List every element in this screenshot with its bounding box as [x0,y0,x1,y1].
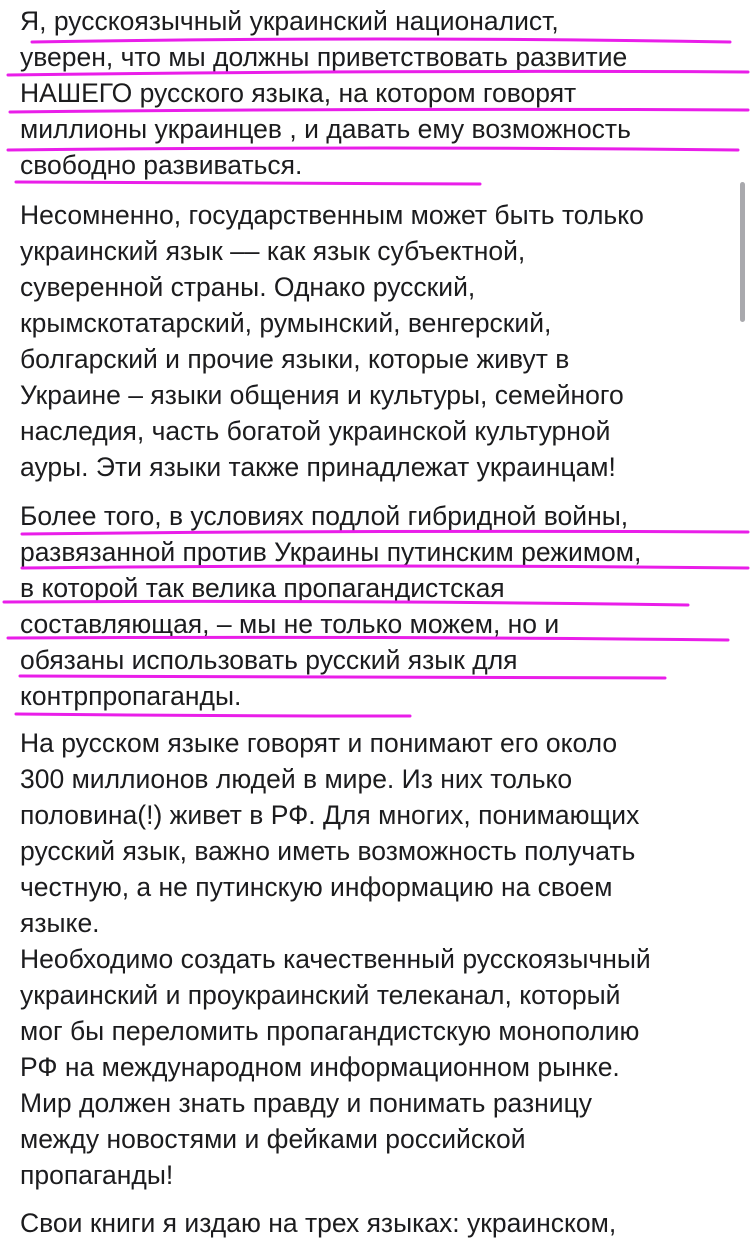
underline-mark [16,714,410,716]
text-line: составляющая, – мы не только можем, но и [20,609,560,639]
text-line: Я, русскоязычный украинский националист, [20,6,559,36]
text-line: Необходимо создать качественный русскоязычный [20,944,651,974]
paragraph-1 [20,3,735,183]
text-line: На русском языке говорят и понимают его около [20,728,618,758]
text-line: обязаны использовать русский язык для [20,645,518,675]
text-line: контрпропаганды. [20,681,242,711]
paragraph-3 [20,498,735,714]
text-line: РФ на международном информационном рынке. [20,1052,620,1082]
text-line: украинский и проукраинский телеканал, который [20,980,621,1010]
text-line: русский язык, важно иметь возможность получать [20,836,636,866]
text-line: честную, а не путинскую информацию на своем [20,872,613,902]
text-line: НАШЕГО русского языка, на котором говорят [20,78,577,108]
paragraph-4 [20,725,735,1193]
text-line: болгарский и прочие языки, которые живут в [20,344,570,374]
text-line: развязанной против Украины путинским режимом, [20,537,642,567]
text-line: половина(!) живет в РФ. Для многих, понимающих [20,800,640,830]
text-line: свободно развиваться. [20,150,303,180]
text-line: суверенной страны. Однако русский, [20,272,476,302]
text-line: миллионы украинцев , и давать ему возможность [20,114,631,144]
text-line: 300 миллионов людей в мире. Из них только [20,764,573,794]
text-line: Несомненно, государственным может быть только [20,200,644,230]
text-line: украинский язык –– как язык субъектной, [20,236,526,266]
text-line: ауры. Эти языки также принадлежат украинцам! [20,452,616,482]
text-line: мог бы переломить пропагандистскую монополию [20,1016,640,1046]
text-line: Мир должен знать правду и понимать разницу [20,1088,593,1118]
paragraph-5 [20,1205,735,1241]
text-line: крымскотатарский, румынский, венгерский, [20,308,552,338]
text-line: уверен, что мы должны приветствовать развитие [20,42,628,72]
text-line: наследия, часть богатой украинской культурной [20,416,611,446]
text-line: пропаганды! [20,1160,174,1190]
paragraph-2 [20,197,735,485]
text-line: между новостями и фейками российской [20,1124,526,1154]
text-line: языке. [20,908,100,938]
text-line: Украине – языки общения и культуры, семейного [20,380,624,410]
scrollbar-thumb[interactable] [740,182,745,322]
text-line: в которой так велика пропагандистская [20,573,505,603]
text-line: Более того, в условиях подлой гибридной войны, [20,501,629,531]
text-line: Свои книги я издаю на трех языках: украинском, [20,1208,617,1238]
